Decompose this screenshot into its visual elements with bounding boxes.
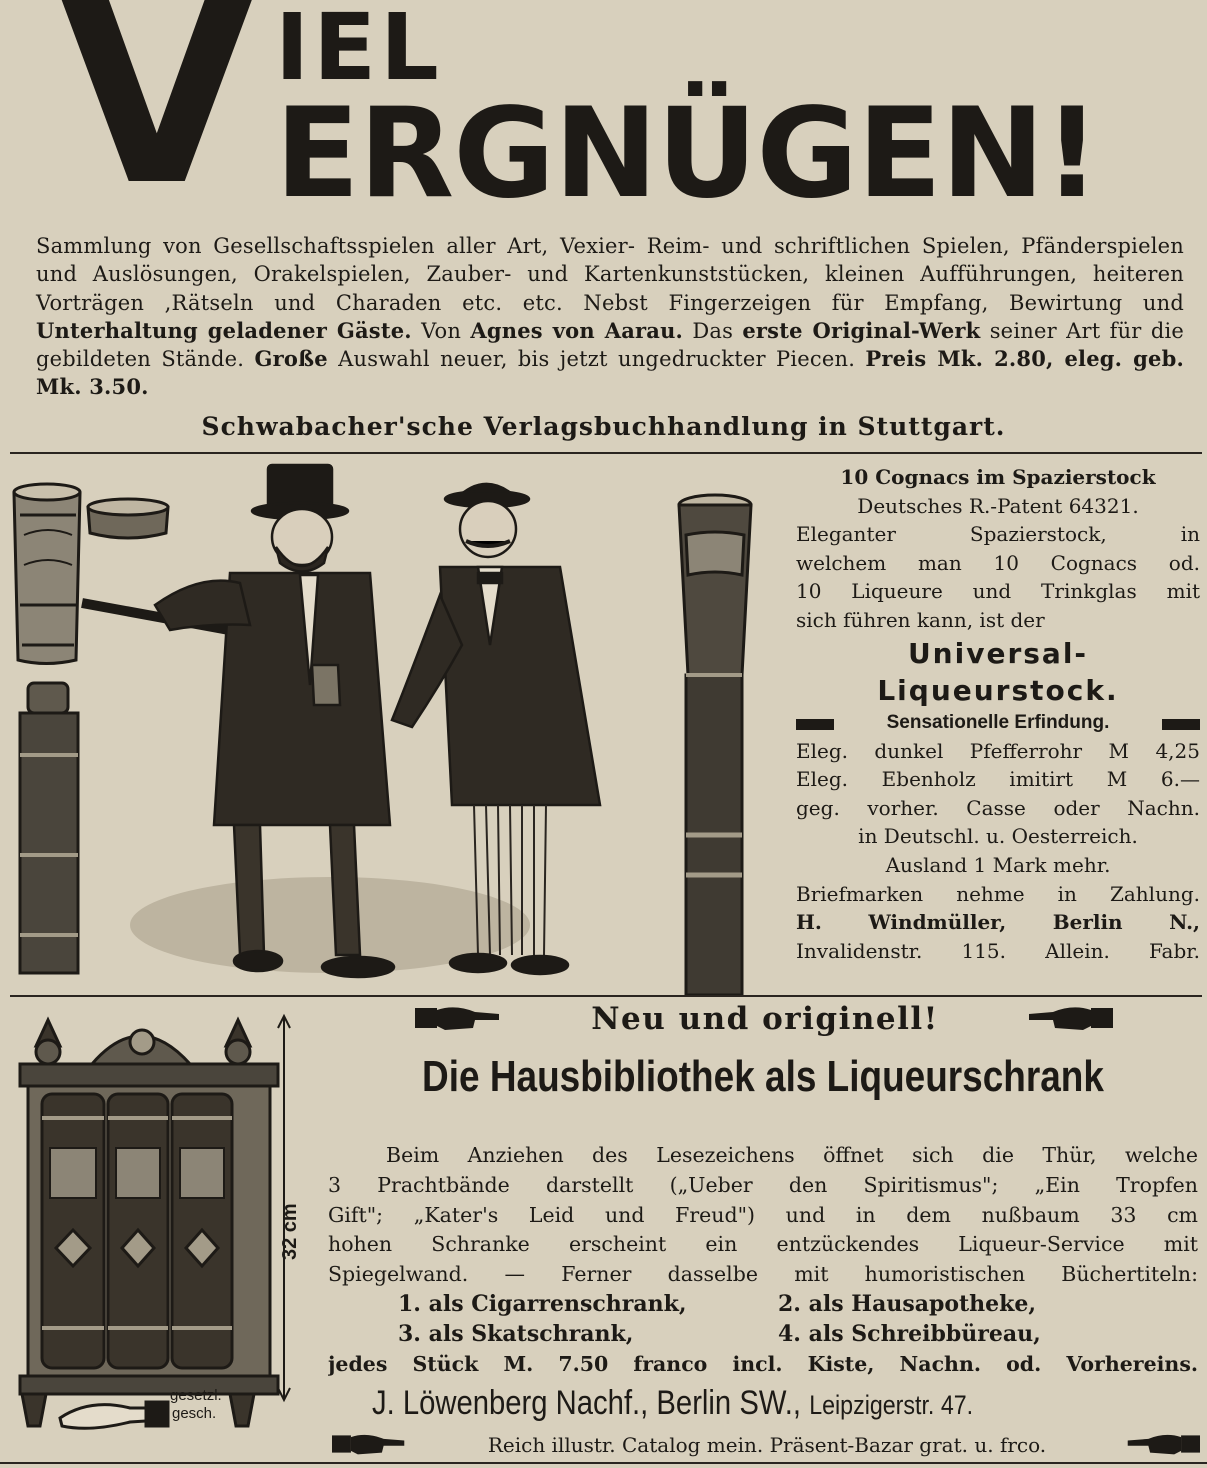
pointing-hand-left-icon — [1126, 1430, 1200, 1458]
ad2-title: 10 Cognacs im Spazierstock — [840, 465, 1156, 489]
walking-stick-icon — [679, 495, 751, 995]
book-cabinet-illustration — [0, 998, 320, 1468]
bar-ornament-icon — [796, 719, 834, 730]
ad2-address: Invalidenstr. 115. Allein. Fabr. — [796, 938, 1200, 963]
ad-hausbibliothek — [0, 998, 1207, 1468]
ad2-desc-2: welchem man 10 Cognacs od. — [796, 550, 1200, 575]
ad3-line: Gift"; „Kater's Leid und Freud") und in dem nußbaum 33 cm — [328, 1202, 1198, 1227]
gesetz-label-1: gesetzl. — [170, 1387, 222, 1404]
ad3-price-line: jedes Stück M. 7.50 franco incl. Kiste, Nachn. od. Vorhereins. — [328, 1351, 1198, 1376]
book-spine-icon — [42, 1094, 232, 1368]
dimension-label: 32 cm — [279, 1203, 301, 1260]
ad2-terms-4: Briefmarken nehme in Zahlung. — [796, 881, 1200, 906]
ad3-line: Beim Anziehen des Lesezeichens öffnet sich die Thür, welche — [386, 1143, 1198, 1167]
ad2-terms-3: Ausland 1 Mark mehr. — [885, 852, 1111, 877]
pointing-hand-right-icon — [415, 1002, 501, 1034]
ad2-terms-1: geg. vorher. Casse oder Nachn. — [796, 795, 1200, 820]
loewenberg-address: J. Löwenberg Nachf., Berlin SW., Leipzigerstr. 47. — [372, 1384, 974, 1422]
neu-headline: Neu und originell! — [591, 1001, 939, 1037]
ad3-line: Spiegelwand. — Ferner dasselbe mit humoristischen Büchertiteln: — [328, 1262, 1198, 1287]
headline-ergnugen: ERGNÜGEN! — [275, 82, 1100, 226]
divider-rule — [0, 1462, 1207, 1464]
ad1-body-text: Sammlung von Gesellschaftsspielen aller Art, Vexier- Reim- und schriftlichen Spielen, Pfänderspielen und Auslösungen, Orakelspielen, Zauber- und Kartenkunststücken, kleinen Aufführungen, heiteren Vorträgen ,Rätseln und Charaden etc. etc. Nebst Fingerzeigen für Empfang, Bewirtung und Unterhaltung geladener Gäste. Von Agnes von Aarau. Das erste Original-Werk seiner Art für die gebildeten Stände. Große Auswahl neuer, bis jetzt ungedruckter Piecen. Preis Mk. 2.80, eleg. geb. Mk. 3.50. — [36, 234, 1185, 400]
ad2-desc-1: Eleganter Spazierstock, in — [796, 522, 1200, 547]
variants-row-2: 3. als Skatschrank, 4. als Schreibbüreau, — [398, 1320, 1041, 1347]
ad2-desc-3: 10 Liqueure und Trinkglas mit — [796, 579, 1200, 604]
headline-v: V — [60, 0, 248, 240]
ad3-body-text — [328, 1141, 1198, 1379]
catalog-text: Reich illustr. Catalog mein. Präsent-Bazar grat. u. frco. — [487, 1433, 1047, 1457]
ad2-price-2: Eleg. Ebenholz imitirt M 6.— — [796, 767, 1200, 792]
catalog-line — [332, 1428, 1200, 1464]
neu-und-originell-line — [415, 998, 1115, 1042]
ad2-patent: Deutsches R.-Patent 64321. — [857, 493, 1139, 518]
cane-cup-icon — [14, 484, 80, 664]
pointing-hand-right-icon — [332, 1430, 406, 1458]
ad2-sensation: Sensationelle Erfindung. — [796, 709, 1200, 737]
bar-ornament-icon — [1162, 719, 1200, 730]
ad-liqueurstock — [0, 455, 1207, 995]
variants-row-1: 1. als Cigarrenschrank, 2. als Hausapotheke, — [398, 1290, 1037, 1317]
headline — [40, 0, 1200, 240]
cane-segment-icon — [20, 683, 78, 973]
ad2-product-2: Liqueurstock. — [877, 673, 1119, 707]
publisher-line: Schwabacher'sche Verlagsbuchhandlung in Stuttgart. — [201, 412, 1006, 441]
ad2-text-column — [796, 463, 1200, 965]
pointing-hand-left-icon — [1027, 1002, 1113, 1034]
ad2-product-1: Universal- — [907, 636, 1089, 670]
gentlemen-cane-illustration — [0, 455, 790, 995]
ad2-desc-4: sich führen kann, ist der — [796, 607, 1045, 632]
headline-iel: IEL — [275, 0, 443, 101]
ad3-line: hohen Schranke erscheint ein entzückendes Liqueur-Service mit — [328, 1232, 1198, 1257]
hausbibliothek-title: Die Hausbibliothek als Liqueurschrank — [422, 1052, 1104, 1101]
ad2-terms-2: in Deutschl. u. Oesterreich. — [858, 824, 1138, 849]
ad2-vendor: H. Windmüller, Berlin N., — [796, 910, 1200, 935]
ad-viel-vergnuegen — [0, 0, 1207, 452]
ad2-price-1: Eleg. dunkel Pfefferrohr M 4,25 — [796, 738, 1200, 763]
cabinet-top-icon — [20, 1064, 278, 1086]
cane-lid-icon — [88, 499, 168, 538]
divider-rule — [10, 452, 1202, 454]
gesetz-label-2: gesch. — [172, 1405, 217, 1422]
ad3-line: 3 Prachtbände darstellt („Ueber den Spiritismus"; „Ein Tropfen — [328, 1172, 1198, 1197]
divider-rule — [10, 995, 1202, 997]
